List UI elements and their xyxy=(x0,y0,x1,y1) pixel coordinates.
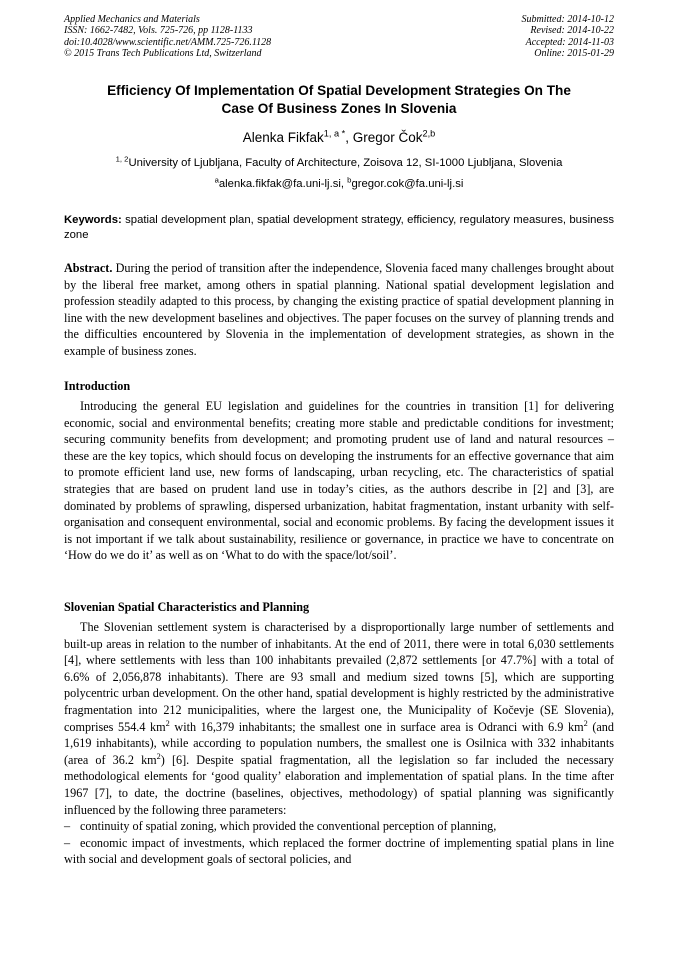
list-item-text: economic impact of investments, which replaced the former doctrine of implementing spatial plans in line with social and development goals of sectoral policies, and xyxy=(64,835,614,867)
dash-bullet: – xyxy=(64,835,71,850)
dash-bullet: – xyxy=(64,819,71,834)
submission-dates xyxy=(522,14,615,59)
abstract-label: Abstract. xyxy=(64,261,113,275)
section-heading-introduction: Introduction xyxy=(64,379,131,393)
abstract xyxy=(64,260,614,360)
affil-mark: 1, 2 xyxy=(115,154,129,164)
paragraph-text: with 16,379 inhabitants; the smallest one in surface area is Odranci with 6.9 km xyxy=(169,719,584,734)
author-line xyxy=(0,130,678,146)
keywords-label: Keywords: xyxy=(64,214,122,226)
paragraph-text: ) [6]. Despite spatial fragmentation, all the legislation so far included the necessary methodological elements for ‘good quality’ elaboration and implementation of spatial plans. In the time after 1967 [7], to date, the doctrine (baselines, objectives, methodology) of spatial planning was significantly influenced by the following three parameters: xyxy=(64,752,614,817)
keywords xyxy=(64,213,614,243)
issn-line: ISSN: 1662-7482, Vols. 725-726, pp 1128-1133 xyxy=(64,25,253,37)
paragraph: Introducing the general EU legislation and guidelines for the countries in transition [1] for delivering economic, social and environmental benefits; creating more stable and predictable conditions for investment; securing community benefits from development; and promoting prudent use of land and natural resources – these are the key topics, which should focus on developing the instruments for an effective governance that aim to promote efficient land use, new forms of landscaping, urban recycling, etc. The characteristics of spatial strategies that are based on prudent land use in today’s cities, as the authors describe in [2] and [3], are dominated by problems of sprawling, dispersed urbanization, habitat fragmentation, instant urbanity with self-organisation and consequent environmental, social and economic problems. By facing the development issues it is not important if we talk about sustainability, resilience or governance, in practice we have to concentrate on ‘How do we do it’ as well as on ‘What to do with the space/lot/soil’. xyxy=(64,399,614,563)
title-line: Efficiency Of Implementation Of Spatial Development Strategies On The xyxy=(107,83,571,98)
author-name: Gregor Čok xyxy=(352,130,423,145)
email-link[interactable]: gregor.cok@fa.uni-lj.si xyxy=(351,178,464,190)
paragraph-text: (and 1,619 inhabitants), while according to population numbers, the smallest one is Osilnica with 332 inhabitants (area of 36.2 km xyxy=(64,719,614,767)
section-heading-slovenian: Slovenian Spatial Characteristics and Planning xyxy=(64,600,310,614)
paper-title xyxy=(50,82,628,118)
title-line: Case Of Business Zones In Slovenia xyxy=(221,101,457,116)
copyright-line: © 2015 Trans Tech Publications Ltd, Switzerland xyxy=(64,47,262,59)
superscript: 2 xyxy=(583,718,588,728)
list-item xyxy=(64,835,614,868)
paragraph-text: The Slovenian settlement system is characterised by a disproportionally large number of settlements and built-up areas in relation to the number of inhabitants. At the end of 2011, there were in total 6,030 settlements [4], where settlements with less than 100 inhabitants prevailed (2,872 settlements [or 47.7%] with a total of 6.6% of 2,056,878 inhabitants). There are 93 small and medium sized towns [5], which are supporting polycentric urban development. On the other hand, spatial development is highly restricted by the administrative fragmentation into 212 municipalities, where the largest one, the Municipality of Kočevje (SE Slovenia), comprises 554.4 km xyxy=(64,620,614,734)
journal-name: Applied Mechanics and Materials xyxy=(64,14,200,25)
slovenian-body xyxy=(64,619,614,868)
affiliation xyxy=(0,156,678,170)
superscript: 2 xyxy=(156,751,161,761)
online-date: Online: 2015-01-29 xyxy=(534,47,614,59)
submitted-date: Submitted: 2014-10-12 xyxy=(521,14,614,25)
revised-date: Revised: 2014-10-22 xyxy=(530,25,614,37)
superscript: 2 xyxy=(165,718,170,728)
list-item xyxy=(64,818,614,835)
paragraph xyxy=(64,619,614,818)
introduction-body xyxy=(64,398,614,564)
author-name: Alenka Fikfak xyxy=(242,130,324,145)
email-mark: b xyxy=(347,175,352,185)
affil-text: University of Ljubljana, Faculty of Architecture, Zoisova 12, SI-1000 Ljubljana, Slovenia xyxy=(128,157,563,169)
list-item-text: continuity of spatial zoning, which provided the conventional perception of planning, xyxy=(80,819,497,834)
author-separator: , xyxy=(345,130,353,145)
author-affil-mark: 2,b xyxy=(422,128,436,139)
author-affil-mark: 1, a * xyxy=(323,128,346,139)
journal-info xyxy=(64,14,271,59)
author-emails xyxy=(0,177,678,191)
keywords-text: spatial development plan, spatial development strategy, efficiency, regulatory measures, business zone xyxy=(64,214,614,241)
accepted-date: Accepted: 2014-11-03 xyxy=(525,36,614,48)
email-link[interactable]: alenka.fikfak@fa.uni-lj.si, xyxy=(218,178,348,190)
email-mark: a xyxy=(214,175,219,185)
abstract-text: During the period of transition after the independence, Slovenia faced many challenges brought about by the liberal free market, among others in spatial planning. National spatial development legislation and profession steadily adapted to this process, by changing the existing practice of spatial development planning in line with the new development baselines and objectives. The paper focuses on the survey of planning trends and the difficulties encountered by Slovenia in the implementation of development strategies, as shown in the example of business zones. xyxy=(64,261,614,358)
doi-line: doi:10.4028/www.scientific.net/AMM.725-726.1128 xyxy=(64,36,272,48)
